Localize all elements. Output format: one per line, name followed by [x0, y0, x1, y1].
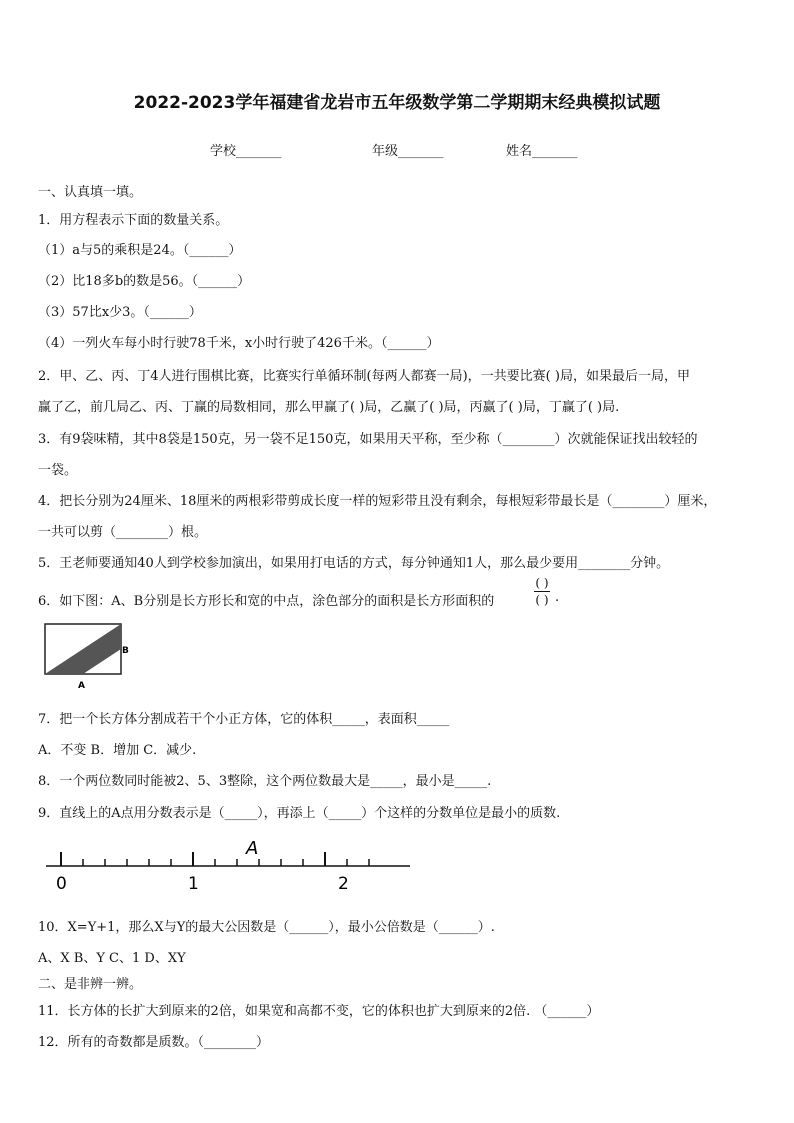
- school-field[interactable]: 学校_______: [210, 144, 282, 159]
- fraction-bar: [534, 591, 550, 592]
- name-field[interactable]: 姓名_______: [506, 144, 578, 159]
- grade-field[interactable]: 年级_______: [372, 144, 444, 159]
- fraction-numerator: ( ): [535, 576, 549, 590]
- question-1-4: （4）一列火车每小时行驶78千米，x小时行驶了426千米。（______）: [38, 336, 440, 351]
- question-10: 10．X=Y+1，那么X与Y的最大公因数是（______），最小公倍数是（______）.: [38, 920, 495, 935]
- fraction-period: .: [555, 590, 560, 605]
- question-7-options: A．不变 B．增加 C．减少.: [38, 743, 197, 758]
- question-2-line-1: 2．甲、乙、丙、丁4人进行围棋比赛，比赛实行单循环制(每两人都赛一局)，一共要比赛( )局，如果最后一局，甲: [38, 369, 690, 384]
- number-line: [40, 834, 420, 896]
- question-5: 5．王老师要通知40人到学校参加演出，如果用打电话的方式，每分钟通知1人，那么最少要用________分钟。: [38, 556, 670, 571]
- question-1: 1．用方程表示下面的数量关系。: [38, 213, 229, 228]
- question-1-2: （2）比18多b的数是56。（______）: [38, 274, 251, 289]
- question-9: 9．直线上的A点用分数表示是（_____），再添上（_____）个这样的分数单位是最小的质数.: [38, 806, 561, 821]
- fraction-blank[interactable]: [534, 576, 550, 607]
- question-4-line-2: 一共可以剪（________）根。: [38, 525, 208, 540]
- question-7: 7．把一个长方体分割成若干个小正方体，它的体积_____，表面积_____: [38, 712, 450, 727]
- question-3-line-1: 3．有9袋味精，其中8袋是150克，另一袋不足150克，如果用天平称，至少称（________）次就能保证找出较轻的: [38, 432, 698, 447]
- section-1-heading: 一、认真填一填。: [38, 185, 143, 200]
- page-title: 2022-2023学年福建省龙岩市五年级数学第二学期期末经典模拟试题: [133, 93, 661, 113]
- question-1-3: （3）57比x少3。（______）: [38, 305, 202, 320]
- label-a: A: [78, 681, 85, 691]
- question-12: 12．所有的奇数都是质数。（________）: [38, 1035, 270, 1050]
- question-1-1: （1）a与5的乘积是24。（______）: [38, 243, 242, 258]
- question-3-line-2: 一袋。: [38, 463, 78, 478]
- question-6: 6．如下图：A、B分别是长方形长和宽的中点，涂色部分的面积是长方形面积的: [38, 594, 495, 609]
- label-b: B: [122, 646, 129, 656]
- question-11: 11．长方体的长扩大到原来的2倍，如果宽和高都不变，它的体积也扩大到原来的2倍. （______）: [38, 1004, 600, 1019]
- tick-label-1: 1: [188, 874, 199, 894]
- question-2-line-2: 赢了乙，前几局乙、丙、丁赢的局数相同，那么甲赢了( )局，乙赢了( )局，丙赢了( )局，丁赢了( )局.: [38, 400, 620, 415]
- tick-label-2: 2: [338, 874, 349, 894]
- question-10-options: A、X B、Y C、1 D、XY: [38, 951, 186, 966]
- section-2-heading: 二、是非辨一辨。: [38, 977, 143, 992]
- point-a-label: A: [246, 838, 259, 859]
- rectangle-figure: [40, 618, 140, 693]
- number-line-ticks: [61, 852, 369, 866]
- question-8: 8．一个两位数同时能被2、5、3整除，这个两位数最大是_____，最小是_____.: [38, 774, 492, 789]
- tick-label-0: 0: [56, 874, 67, 894]
- question-4-line-1: 4．把长分别为24厘米、18厘米的两根彩带剪成长度一样的短彩带且没有剩余，每根短彩带最长是（________）厘米，: [38, 494, 717, 509]
- fraction-denominator: ( ): [535, 593, 549, 607]
